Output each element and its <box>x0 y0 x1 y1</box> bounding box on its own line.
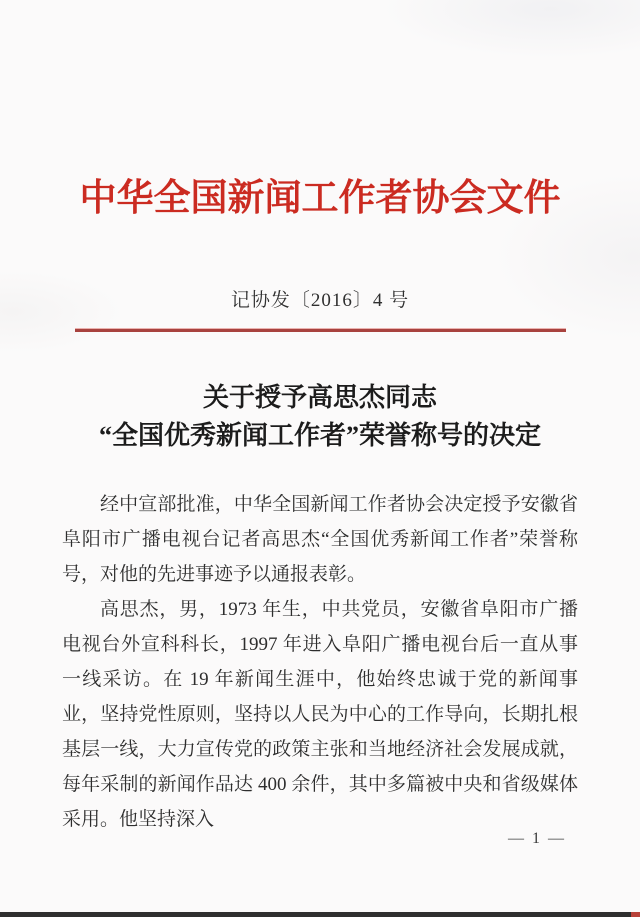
document-title-line2: “全国优秀新闻工作者”荣誉称号的决定 <box>98 421 541 451</box>
doc-number: 记协发〔2016〕4 号 <box>230 290 410 312</box>
issuing-org-header: 中华全国新闻工作者协会文件 <box>79 178 561 219</box>
document-title <box>0 379 640 455</box>
red-divider-line <box>75 329 566 332</box>
page-number: — 1 — <box>508 830 566 847</box>
body-paragraph: 高思杰，男，1973 年生，中共党员，安徽省阜阳市广播电视台外宣科科长，1997 年进入阜阳广播电视台后一直从事一线采访。在 19 年新闻生涯中，他始终忠诚于党的新闻事业，坚持党性原则，坚持以人民为中心的工作导向，长期扎根基层一线，大力宣传党的政策主张和当地经济社会发展成就，每年采制的新闻作品达 400 余件，其中多篇被中央和省级媒体采用。他坚持深入 <box>62 599 578 831</box>
body-paragraph: 经中宣部批准，中华全国新闻工作者协会决定授予安徽省阜阳市广播电视台记者高思杰“全国优秀新闻工作者”荣誉称号，对他的先进事迹予以通报表彰。 <box>62 494 578 586</box>
document-title-line1: 关于授予高思杰同志 <box>202 383 437 413</box>
scan-bottom-edge <box>0 912 640 917</box>
document-body <box>62 487 578 837</box>
